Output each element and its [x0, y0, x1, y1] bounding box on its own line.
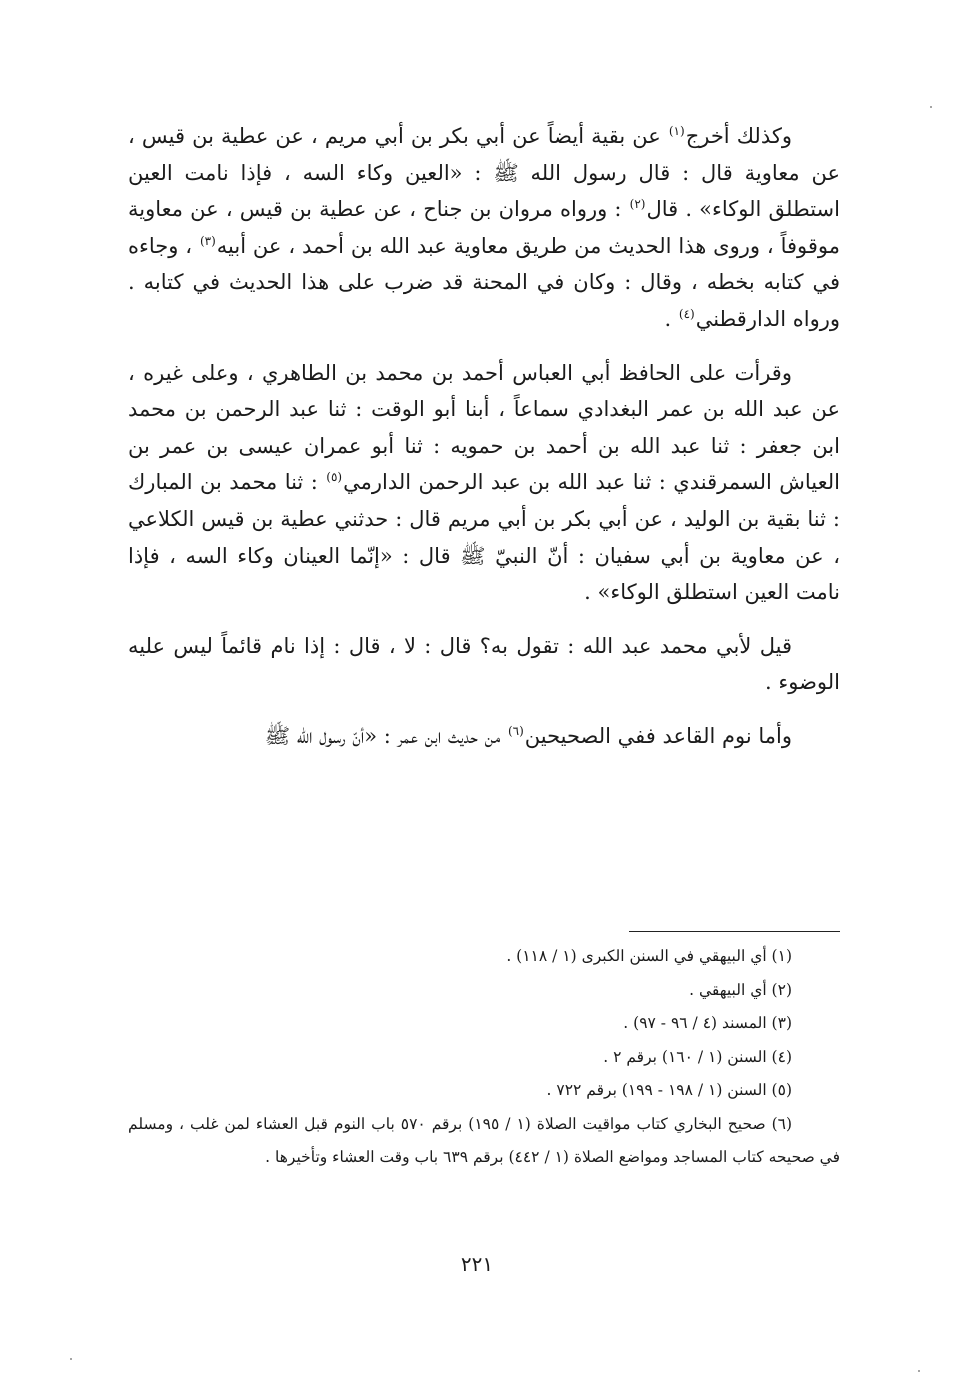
paragraph [128, 718, 840, 755]
footnotes [128, 940, 840, 1175]
scan-speck [930, 106, 932, 108]
text-run: من حديث ابن عمر : «أنّ رسول الله ﷺ [264, 723, 507, 748]
text-run: : ورواه مروان بن جناح ، عن عطية بن قيس ، عن معاوية موقوفاً ، وروى هذا الحديث من طريق معاوية عبد الله بن أحمد ، عن أبيه [128, 197, 840, 258]
footnote-ref: (٣) [199, 233, 216, 248]
footnote-ref: (٤) [678, 306, 695, 321]
text-run: قيل لأبي محمد عبد الله : تقول به؟ قال : لا ، قال : إذا نام قائماً ليس عليه الوضوء . [128, 633, 840, 695]
footnote: (٣) المسند (٤ / ٩٦ - ٩٧) . [623, 1014, 792, 1032]
text-run: عن بقية أيضاً عن أبي بكر بن أبي مريم ، عن عطية بن قيس ، عن معاوية قال : قال رسول الله ﷺ : «العين وكاء السه ، فإذا نامت العين استطلق الوكاء» . قال [128, 124, 840, 222]
text-run: ، وجاءه في كتابه بخطه ، وقال : وكان في المحنة قد ضرب على هذا الحديث في كتابه . ورواه الدارقطني [128, 233, 840, 331]
main-text [128, 118, 840, 755]
footnote: (٦) صحيح البخاري كتاب مواقيت الصلاة (١ / ١٩٥) برقم ٥٧٠ باب النوم قبل العشاء لمن غلب ، ومسلم في صحيحه كتاب المساجد ومواضع الصلاة (١ / ٤٤٢) برقم ٦٣٩ باب وقت العشاء وتأخيرها . [128, 1114, 840, 1166]
footnote: (١) أي البيهقي في السنن الكبرى (١ / ١١٨) . [506, 947, 792, 965]
text-run: وأما نوم القاعد ففي الصحيحين [524, 723, 792, 748]
text-run: وكذلك أخرج [685, 124, 792, 148]
paragraph [128, 118, 840, 338]
text-run: . [664, 306, 678, 331]
footnote-separator [629, 931, 840, 932]
text-run: : ثنا محمد بن المبارك : ثنا بقية بن الوليد ، عن أبي بكر بن أبي مريم قال : حدثني عطية بن قيس الكلاعي ، عن معاوية بن أبي سفيان : أنّ النبيّ ﷺ قال : «إنّما العينان وكاء السه ، فإذا نامت العين استطلق الوكاء» . [128, 470, 840, 605]
page-number: ٢٢١ [460, 1252, 494, 1276]
scan-speck [70, 1358, 72, 1360]
footnote-ref: (٦) [507, 723, 524, 738]
footnote: (٥) السنن (١ / ١٩٨ - ١٩٩) برقم ٧٢٢ . [546, 1081, 792, 1099]
paragraph [128, 628, 840, 701]
paragraph [128, 355, 840, 611]
footnote: (٢) أي البيهقي . [689, 980, 792, 999]
footnote-ref: (٢) [629, 197, 646, 212]
footnote-ref: (١) [668, 124, 685, 138]
scan-speck [918, 1370, 920, 1372]
footnote-ref: (٥) [326, 470, 343, 485]
text-run: وقرأت على الحافظ أبي العباس أحمد بن محمد بن الطاهري ، وعلى غيره ، عن عبد الله بن عمر البغدادي سماعاً ، أبنا أبو الوقت : ثنا عبد الرحمن بن محمد ابن جعفر : ثنا عبد الله بن أحمد بن حمويه : ثنا أبو عمران عيسى بن عمر بن العياش السمرقندي : ثنا عبد الله بن عبد الرحمن الدارمي [128, 360, 841, 495]
footnote: (٤) السنن (١ / ١٦٠) برقم ٢ . [603, 1047, 792, 1066]
